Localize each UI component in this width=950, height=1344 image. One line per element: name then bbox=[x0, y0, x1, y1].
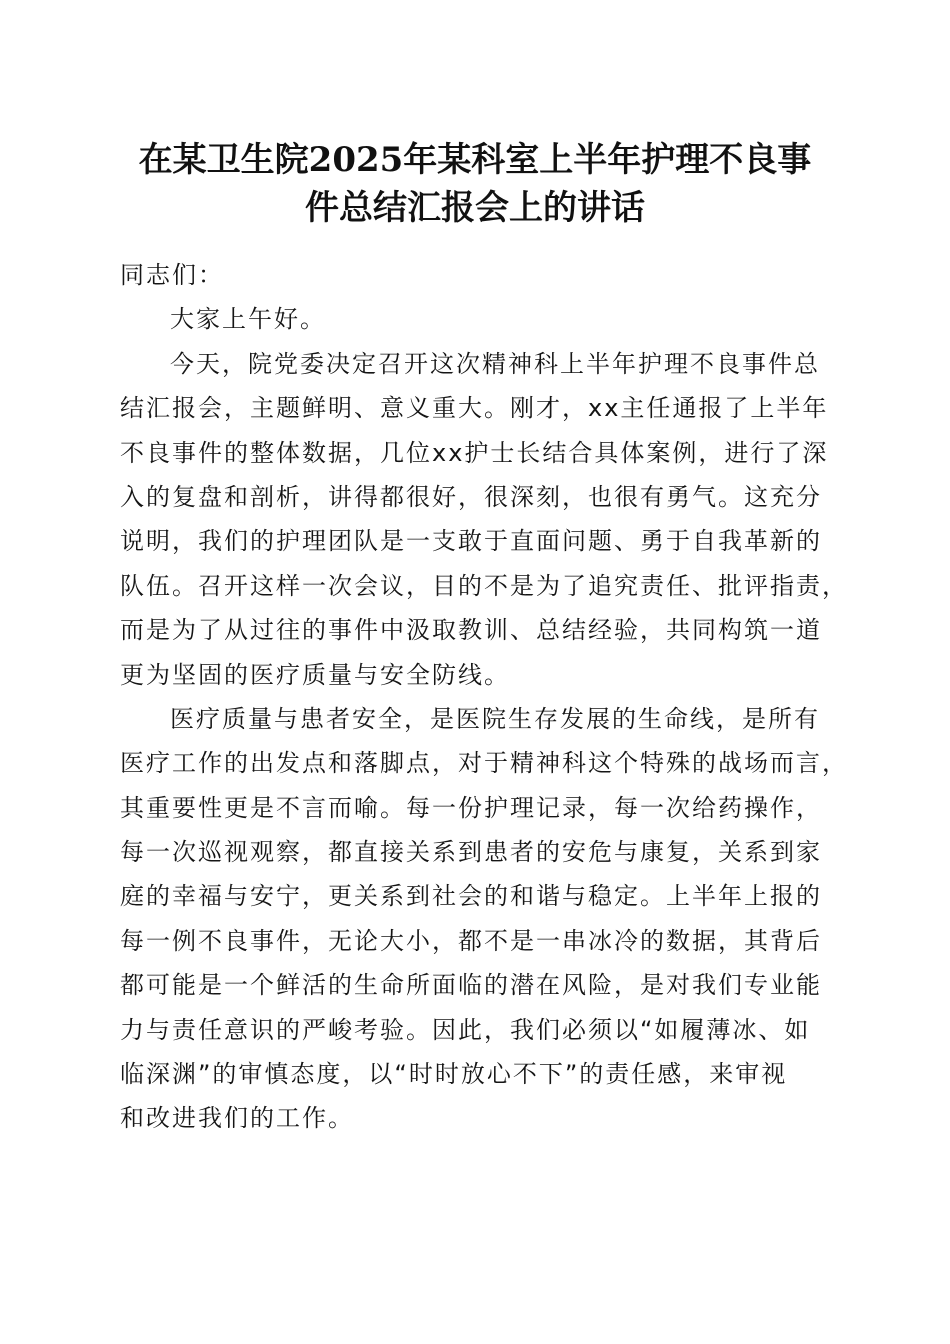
text-line: 都可能是一个鲜活的生命所面临的潜在风险，是对我们专业能 bbox=[120, 971, 822, 1000]
text-line: 医疗质量与患者安全，是医院生存发展的生命线，是所有 bbox=[170, 704, 820, 733]
document-body bbox=[120, 253, 848, 1141]
text-line: 医疗工作的出发点和落脚点，对于精神科这个特殊的战场而言， bbox=[120, 749, 848, 778]
text-line: 每一次巡视观察，都直接关系到患者的安危与康复，关系到家 bbox=[120, 838, 822, 867]
text-line: 临深渊”的审慎态度，以“时时放心不下”的责任感，来审视 bbox=[120, 1060, 788, 1089]
text-line: 同志们： bbox=[120, 261, 224, 289]
text-line: 今天，院党委决定召开这次精神科上半年护理不良事件总 bbox=[170, 349, 820, 378]
text-line: 力与责任意识的严峻考验。因此，我们必须以“如履薄冰、如 bbox=[120, 1015, 811, 1044]
text-line: 结汇报会，主题鲜明、意义重大。刚才，xx主任通报了上半年 bbox=[120, 394, 829, 423]
text-line: 更为坚固的医疗质量与安全防线。 bbox=[120, 660, 510, 689]
text-line: 和改进我们的工作。 bbox=[120, 1104, 354, 1133]
text-line: 说明，我们的护理团队是一支敢于直面问题、勇于自我革新的 bbox=[120, 527, 822, 556]
text-line: 大家上午好。 bbox=[170, 305, 326, 334]
title-line-2: 件总结汇报会上的讲话 bbox=[305, 188, 645, 228]
text-line: 而是为了从过往的事件中汲取教训、总结经验，共同构筑一道 bbox=[120, 616, 822, 645]
document-title bbox=[110, 136, 840, 232]
text-line: 队伍。召开这样一次会议，目的不是为了追究责任、批评指责， bbox=[120, 571, 848, 600]
text-line: 入的复盘和剖析，讲得都很好，很深刻，也很有勇气。这充分 bbox=[120, 482, 822, 511]
text-line: 不良事件的整体数据，几位xx护士长结合具体案例，进行了深 bbox=[120, 438, 829, 467]
text-line: 每一例不良事件，无论大小，都不是一串冰冷的数据，其背后 bbox=[120, 926, 822, 955]
text-line: 庭的幸福与安宁，更关系到社会的和谐与稳定。上半年上报的 bbox=[120, 882, 822, 911]
text-line: 其重要性更是不言而喻。每一份护理记录，每一次给药操作， bbox=[120, 793, 822, 822]
title-line-1: 在某卫生院2025年某科室上半年护理不良事 bbox=[138, 140, 812, 180]
